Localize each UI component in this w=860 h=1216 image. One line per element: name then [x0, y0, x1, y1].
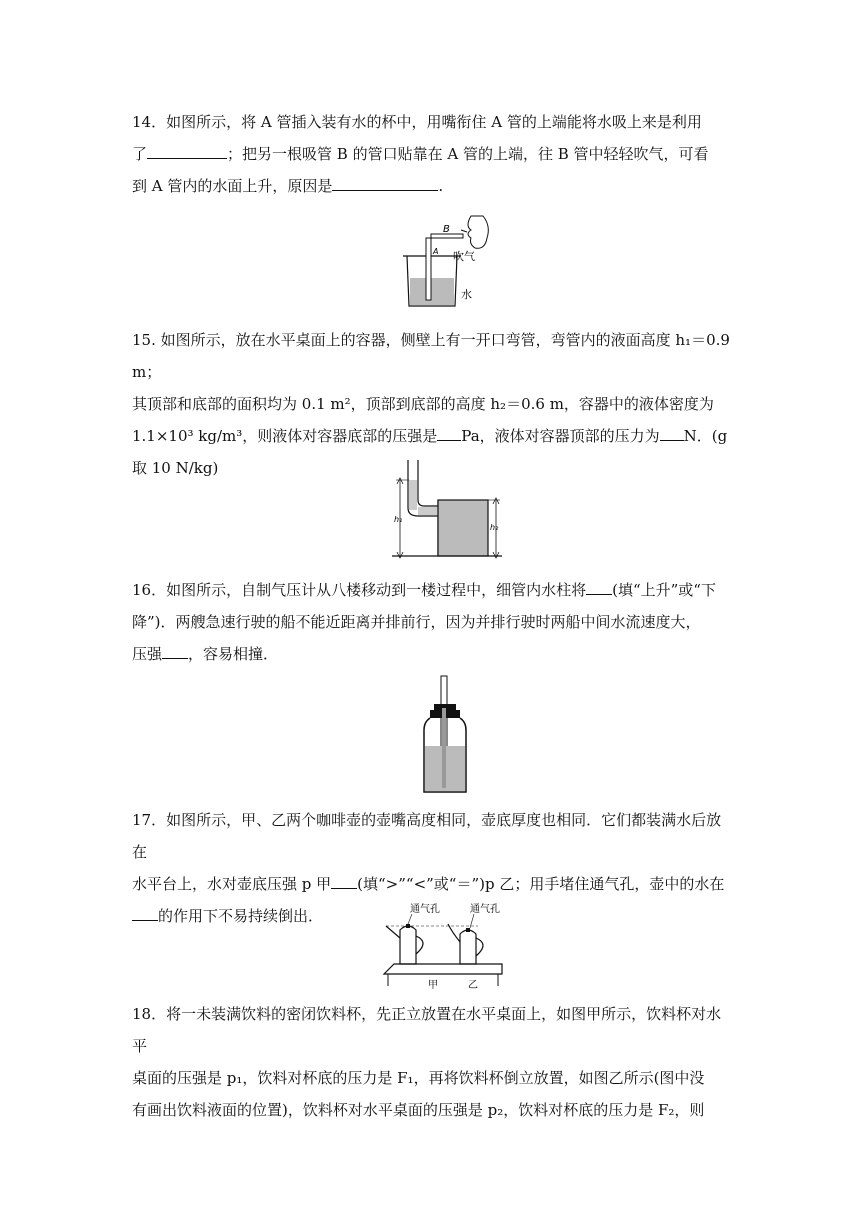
answer-blank[interactable]	[132, 904, 158, 921]
label-jia: 甲	[428, 980, 438, 991]
q14-text: .	[438, 177, 444, 195]
answer-blank[interactable]	[331, 872, 357, 889]
q16-text: 压强	[132, 645, 163, 663]
label-h1: h₁	[394, 515, 403, 524]
q16-text: ，容易相撞．	[188, 645, 279, 663]
barometer-diagram	[420, 674, 470, 800]
answer-blank[interactable]	[437, 424, 461, 441]
q16-line3	[132, 638, 732, 670]
label-a: A	[433, 247, 439, 256]
q17-line1: 17．如图所示，甲、乙两个咖啡壶的壶嘴高度相同，壶底厚度也相同．它们都装满水后放在	[132, 811, 722, 861]
straw-diagram	[395, 208, 495, 316]
answer-blank[interactable]	[332, 174, 438, 191]
container-body	[438, 500, 488, 556]
tube-a	[426, 238, 431, 300]
q16-line2: 降”)．两艘急速行驶的船不能近距离并排前行，因为并排行驶时两船中间水流速度大，	[132, 613, 701, 631]
q16-text: (填“上升”或“下	[612, 581, 716, 599]
face-icon	[468, 216, 488, 248]
q17-text: (填“>”“<”或“＝”)p 乙；用手堵住通气孔，壶中的水在	[357, 875, 725, 893]
container-diagram	[392, 456, 508, 564]
q16-line1	[132, 574, 732, 606]
answer-blank[interactable]	[586, 578, 612, 595]
label-yi: 乙	[468, 980, 478, 991]
q15-text: N．(g	[683, 427, 728, 445]
label-vent-2: 通气孔	[470, 904, 500, 915]
q15-text: Pa，液体对容器顶部的压力为	[461, 427, 660, 445]
q17-line2	[132, 868, 732, 900]
pot-jia	[400, 926, 416, 964]
q17-text: 水平台上，水对壶底压强 p 甲	[132, 875, 332, 893]
q17-text: 的作用下不易持续倒出．	[158, 907, 324, 925]
q16-text: 16．如图所示，自制气压计从八楼移动到一楼过程中，细管内水柱将	[132, 581, 587, 599]
question-18	[132, 998, 732, 1126]
label-blow: 吹气	[453, 250, 475, 263]
q18-line3: 有画出饮料液面的位置)，饮料杯对水平桌面的压强是 p₂，饮料对杯底的压力是 F₂，则	[132, 1101, 705, 1119]
q18-line1: 18．将一未装满饮料的密闭饮料杯，先正立放置在水平桌面上，如图甲所示，饮料杯对水平	[132, 1005, 722, 1055]
answer-blank[interactable]	[162, 642, 188, 659]
water-fill	[410, 278, 454, 305]
label-water: 水	[461, 288, 472, 301]
coffee-pots-diagram	[382, 902, 506, 996]
pot-yi	[460, 930, 476, 964]
question-14	[132, 106, 732, 202]
q14-text: 了	[132, 145, 148, 163]
q15-line2: 其顶部和底部的面积均为 0.1 m²，顶部到底部的高度 h₂＝0.6 m，容器中的液体密度为	[132, 395, 714, 413]
label-vent-1: 通气孔	[410, 904, 440, 915]
q15-line3	[132, 420, 732, 452]
q15-line1: 15. 如图所示，放在水平桌面上的容器，侧壁上有一开口弯管，弯管内的液面高度 h₁＝0.9 m；	[132, 331, 730, 381]
q14-line1: 14．如图所示，将 A 管插入装有水的杯中，用嘴衔住 A 管的上端能将水吸上来是利用	[132, 113, 702, 131]
q18-line2: 桌面的压强是 p₁，饮料对杯底的压力是 F₁，再将饮料杯倒立放置，如图乙所示(图中没	[132, 1069, 705, 1087]
q15-text: 1.1×10³ kg/m³，则液体对容器底部的压强是	[132, 427, 438, 445]
q15-line4: 取 10 N/kg)	[132, 459, 219, 477]
q14-text: ；把另一根吸管 B 的管口贴靠在 A 管的上端，往 B 管中轻轻吹气，可看	[227, 145, 709, 163]
q14-line3	[132, 170, 732, 202]
answer-blank[interactable]	[660, 424, 684, 441]
label-b: B	[443, 224, 450, 235]
label-h2: h₂	[490, 523, 499, 532]
q14-line2	[132, 138, 732, 170]
question-16	[132, 574, 732, 670]
q14-text: 到 A 管内的水面上升，原因是	[132, 177, 333, 195]
table	[384, 964, 502, 974]
answer-blank[interactable]	[147, 142, 227, 159]
